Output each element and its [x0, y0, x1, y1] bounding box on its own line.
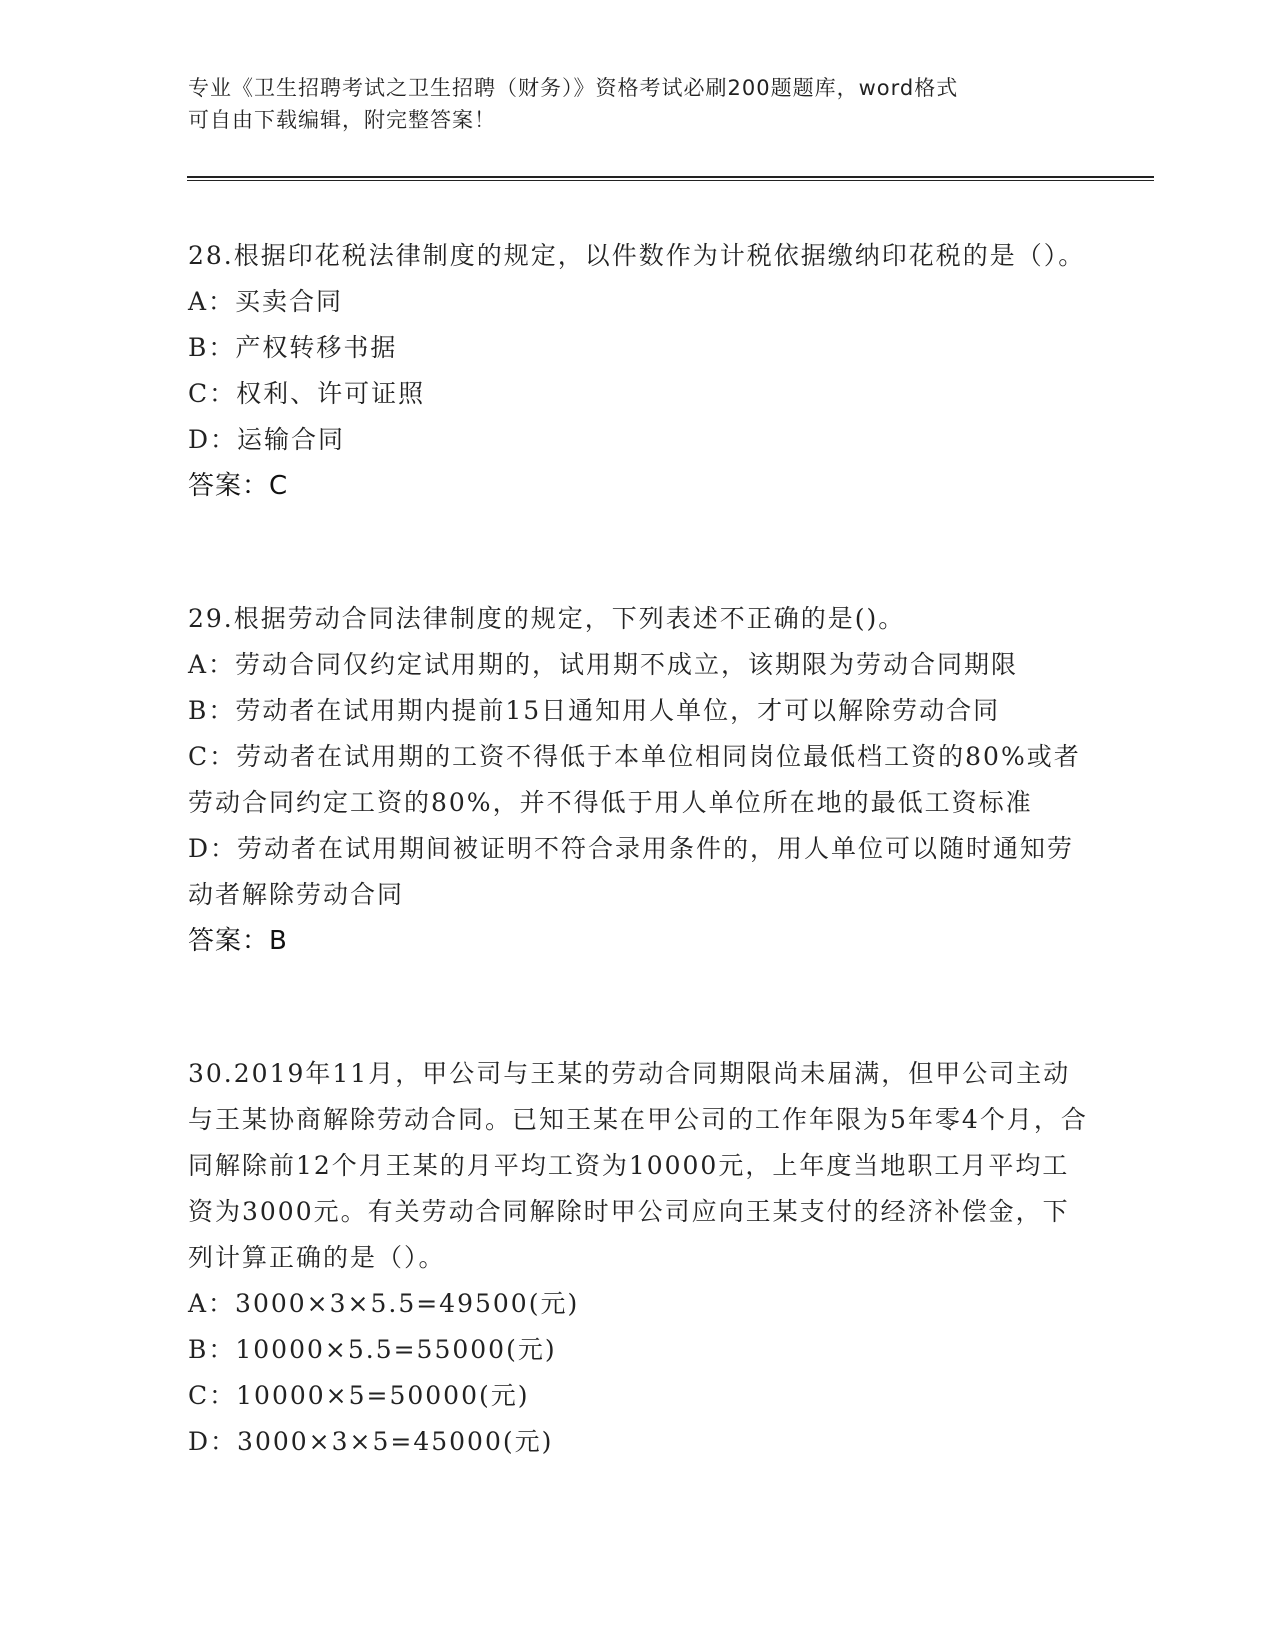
- question-stem: 28.根据印花税法律制度的规定，以件数作为计税依据缴纳印花税的是（）。: [188, 241, 1086, 270]
- option-b: B：产权转移书据: [188, 333, 398, 362]
- answer-line: 答案：B: [188, 926, 288, 956]
- question-28: [188, 233, 1088, 509]
- option-c: C：劳动者在试用期的工资不得低于本单位相同岗位最低档工资的80%或者劳动合同约定工资的80%，并不得低于用人单位所在地的最低工资标准: [188, 742, 1081, 817]
- question-29: [188, 596, 1088, 964]
- question-stem: 30.2019年11月，甲公司与王某的劳动合同期限尚未届满，但甲公司主动与王某协商解除劳动合同。已知王某在甲公司的工作年限为5年零4个月，合同解除前12个月王某的月平均工资为10000元，上年度当地职工月平均工资为3000元。有关劳动合同解除时甲公司应向王某支付的经济补偿金，下列计算正确的是（）。: [188, 1059, 1088, 1272]
- question-30: [188, 1051, 1088, 1465]
- option-a: A：3000×3×5.5=49500(元): [188, 1289, 580, 1318]
- document-header: [188, 72, 1068, 136]
- option-c: C：权利、许可证照: [188, 379, 426, 408]
- option-c: C：10000×5=50000(元): [188, 1381, 530, 1410]
- header-line-2: 可自由下载编辑，附完整答案！: [188, 108, 496, 132]
- header-divider: [187, 176, 1154, 181]
- option-b: B：劳动者在试用期内提前15日通知用人单位，才可以解除劳动合同: [188, 696, 1001, 725]
- answer-line: 答案：C: [188, 471, 289, 501]
- option-d: D：3000×3×5=45000(元): [188, 1427, 554, 1456]
- option-d: D：劳动者在试用期间被证明不符合录用条件的，用人单位可以随时通知劳动者解除劳动合同: [188, 834, 1075, 909]
- option-d: D：运输合同: [188, 425, 346, 454]
- option-b: B：10000×5.5=55000(元): [188, 1335, 557, 1364]
- header-line-1: 专业《卫生招聘考试之卫生招聘（财务）》资格考试必刷200题题库，word格式: [188, 76, 959, 100]
- option-a: A：劳动合同仅约定试用期的，试用期不成立，该期限为劳动合同期限: [188, 650, 1019, 679]
- option-a: A：买卖合同: [188, 287, 344, 316]
- question-stem: 29.根据劳动合同法律制度的规定，下列表述不正确的是()。: [188, 604, 906, 633]
